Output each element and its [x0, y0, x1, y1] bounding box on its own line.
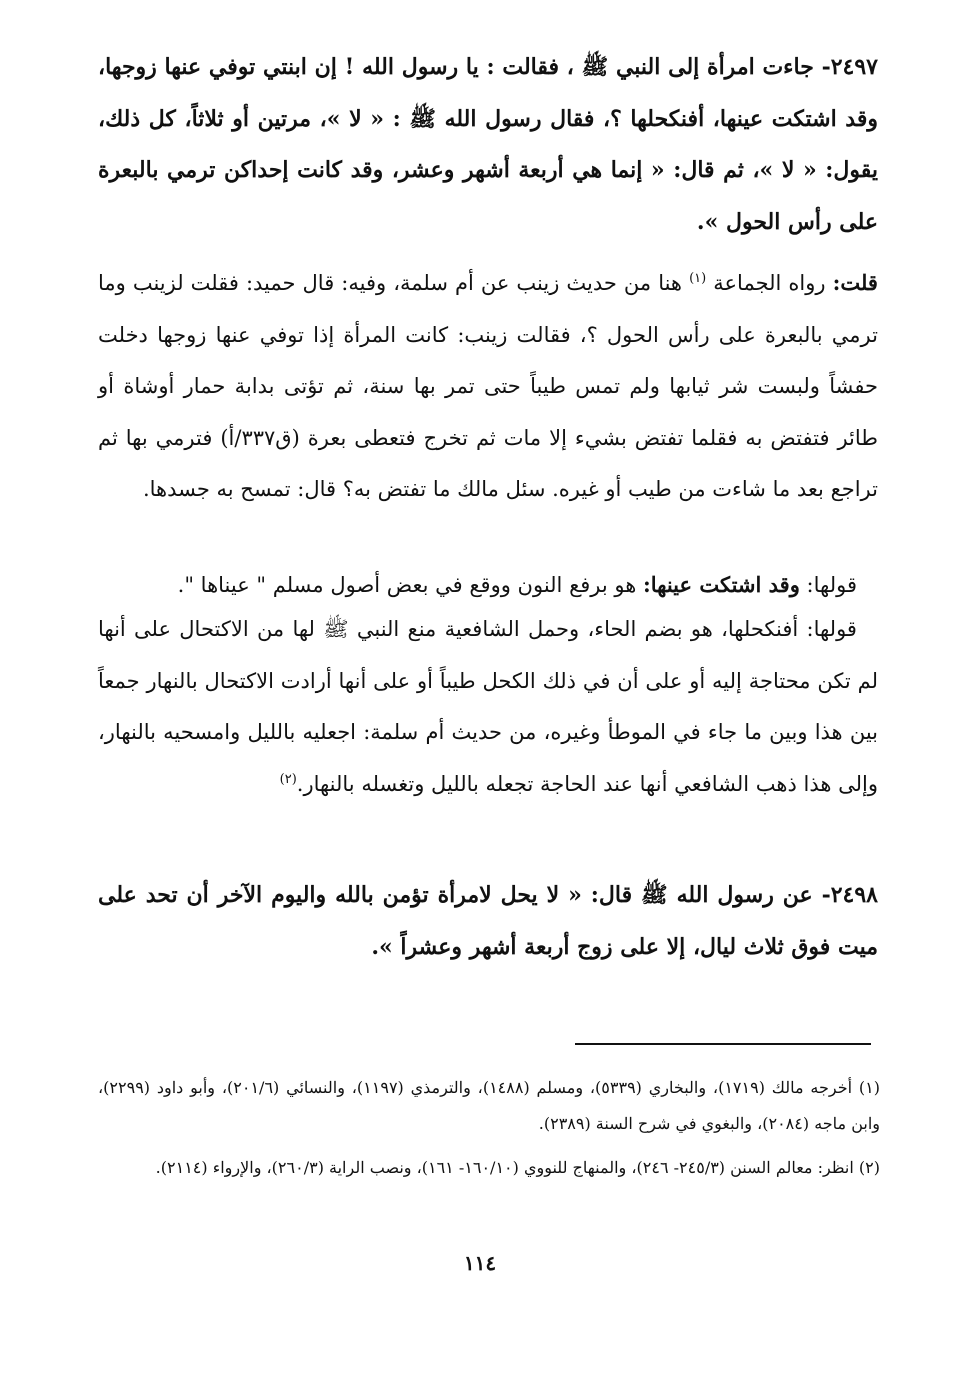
kohl-text: أفنكحلها، هو بضم الحاء، وحمل الشافعية منع النبي ﷺ لها من الاكتحال على أنها لم تكن محتاجة إليه أو على أن في ذلك الكحل طيباً أو على أنها أرادت الاكتحال بالنهار جمعاً بين هذا وبين ما جاء في الموطأ وغيره، من حديث أم سلمة: اجعليه بالليل وامسحيه بالنهار، وإلى هذا ذهب الشافعي أنها عند الحاجة تجعله بالليل وتغسله بالنهار.: [98, 617, 878, 796]
footnote-separator: [575, 1043, 871, 1045]
footnote-2: (٢) انظر: معالم السنن (٢٤٥/٣- ٢٤٦)، والمنهاج للنووي (١٦٠/١٠- ١٦١)، ونصب الراية (٢٦٠/٣)، والإرواء (٢١١٤).: [155, 1158, 880, 1177]
hadith-2497-text: ٢٤٩٧- جاءت امرأة إلى النبي ﷺ ، فقالت : يا رسول الله ! إن ابنتي توفي عنها زوجها، وقد اشتكت عينها، أفنكحلها ؟، فقال رسول الله ﷺ : « لا »، مرتين أو ثلاثاً، كل ذلك، يقول: « لا »، ثم قال: « إنما هي أربعة أشهر وعشر، وقد كانت إحداكن ترمي بالبعرة على رأس الحول ».: [98, 54, 878, 235]
commentary-kohl: [98, 604, 878, 810]
page-number: ١١٤: [463, 1251, 497, 1275]
qultu-lead-text: رواه الجماعة: [713, 271, 826, 295]
eye-prefix: قولها:: [806, 573, 857, 597]
footnote-ref-2[interactable]: (٢): [279, 771, 297, 787]
hadith-2498: [98, 870, 878, 973]
qultu-label: قلت:: [832, 270, 878, 295]
footnote-1: (١) أخرجه مالك (١٧١٩)، والبخاري (٥٣٣٩)، ومسلم (١٤٨٨)، والترمذي (١١٩٧)، والنسائي (٢٠١/٦)، وأبو داود (٢٢٩٩)، وابن ماجه (٢٠٨٤)، والبغوي في شرح السنة (٢٣٨٩).: [98, 1078, 880, 1133]
footnote-ref-1[interactable]: (١): [689, 271, 707, 286]
qultu-text: هنا من حديث زينب عن أم سلمة، وفيه: قال حميد: فقلت لزينب وما ترمي بالبعرة على رأس الحول ؟، فقالت زينب: كانت المرأة إذا توفي عنها زوجها دخلت حفشاً ولبست شر ثيابها ولم تمس طيباً حتى تمر بها سنة، ثم تؤتى بدابة حمار أوشاة أو طائر فتفتض به فقلما تفتض بشيء إلا مات ثم تخرج فتعطى بعرة (ق٣٣٧/أ) فترمي بها ثم تراجع بعد ما شاءت من طيب أو غيره. سئل مالك ما تفتض به؟ قال: تمسح به جسدها.: [98, 271, 878, 501]
kohl-prefix: قولها:: [806, 617, 857, 641]
commentary-qultu: [98, 257, 878, 516]
hadith-2497: [98, 42, 878, 248]
eye-term: وقد اشتكت عينها:: [643, 572, 800, 597]
commentary-eye: [98, 560, 878, 610]
hadith-2498-text: ٢٤٩٨- عن رسول الله ﷺ قال: « لا يحل لامرأة تؤمن بالله واليوم الآخر أن تحد على ميت فوق ثلاث ليال، إلا على زوج أربعة أشهر وعشراً ».: [98, 882, 878, 960]
eye-text: هو برفع النون ووقع في بعض أصول مسلم " عيناها ".: [177, 573, 637, 597]
